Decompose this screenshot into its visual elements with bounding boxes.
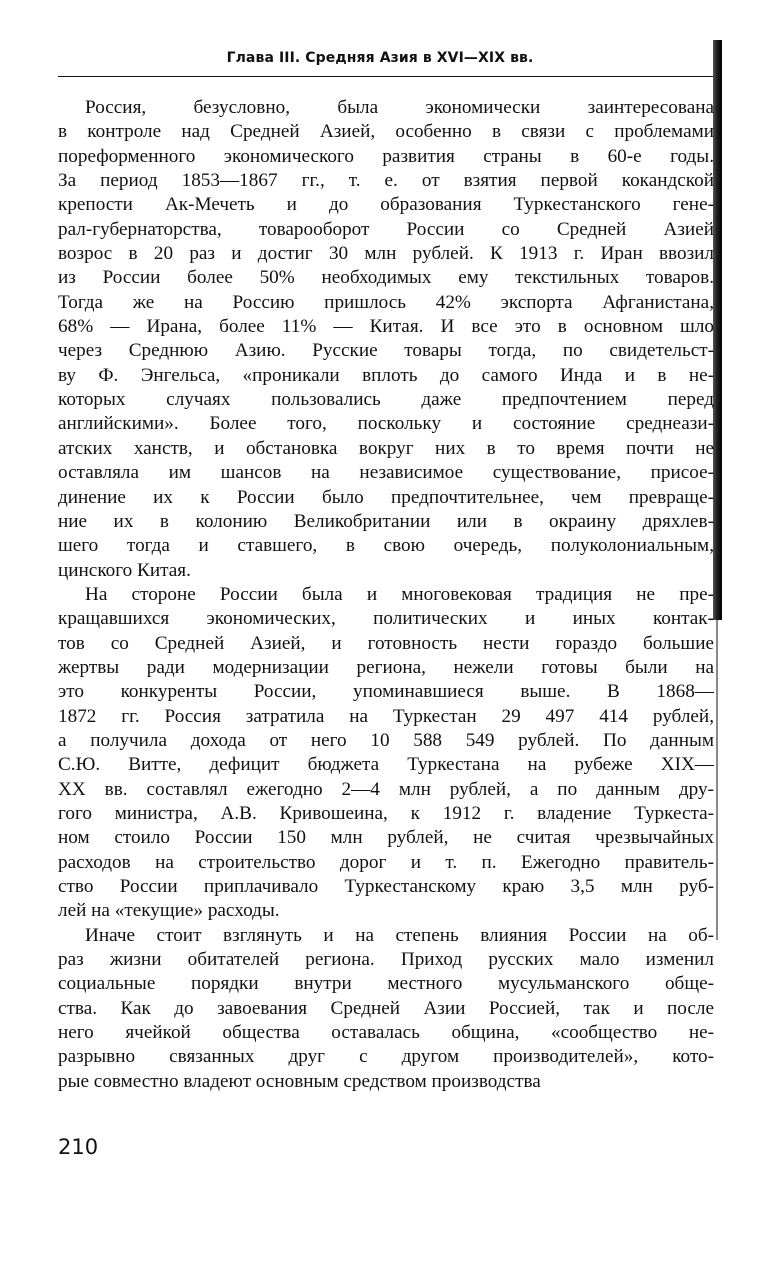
text-line: ства. Как до завоевания Средней Азии Россией, так и после [58, 997, 714, 1019]
text-line: возрос в 20 раз и достиг 30 млн рублей. К 1913 г. Иран ввозил [58, 243, 714, 265]
text-line: кращавшихся экономических, политических и иных контак- [58, 608, 714, 630]
running-header: Глава III. Средняя Азия в XVI—XIX вв. [226, 50, 534, 66]
text-line: жертвы ради модернизации региона, нежели готовы были на [58, 656, 714, 678]
text-line: С.Ю. Витте, дефицит бюджета Туркестана на рубеже XIX— [58, 754, 714, 776]
text-line: тов со Средней Азией, и готовность нести гораздо большие [58, 632, 714, 654]
page-edge-shadow-lower [716, 620, 718, 940]
text-line: ство России приплачивало Туркестанскому краю 3,5 млн руб- [58, 876, 714, 897]
text-line: гого министра, А.В. Кривошеина, к 1912 г. владение Туркеста- [58, 802, 714, 824]
text-line: атских ханств, и обстановка вокруг них в то время почти не [58, 437, 714, 459]
text-line: лей на «текущие» расходы. [58, 900, 280, 922]
text-line: крепости Ак-Мечеть и до образования Туркестанского гене- [58, 194, 714, 216]
text-line: Тогда же на Россию пришлось 42% экспорта Афганистана, [58, 291, 714, 313]
text-line: За период 1853—1867 гг., т. е. от взятия первой кокандской [58, 170, 714, 192]
text-line: английскими». Более того, поскольку и состояние среднеази- [58, 413, 714, 435]
text-line: XX вв. составлял ежегодно 2—4 млн рублей, а по данным дру- [58, 778, 714, 800]
text-line: цинского Китая. [58, 559, 191, 581]
header-rule [58, 76, 713, 77]
paragraph [58, 583, 714, 924]
text-line: рал-губернаторства, товарооборот России со Средней Азией [58, 218, 714, 240]
text-line: Россия, безусловно, была экономически заинтересована [85, 97, 714, 118]
text-line: динение их к России было предпочтительнее, чем превраще- [58, 486, 714, 508]
body-text [58, 96, 714, 1094]
text-line: ном стоило России 150 млн рублей, не считая чрезвычайных [58, 827, 714, 849]
text-line: шего тогда и ставшего, в свою очередь, полуколониальным, [58, 535, 714, 557]
text-line: На стороне России была и многовековая традиция не пре- [85, 583, 714, 605]
text-line: расходов на строительство дорог и т. п. Ежегодно правитель- [58, 851, 714, 873]
text-line: 68% — Ирана, более 11% — Китая. И все это в основном шло [58, 316, 714, 338]
text-line: пореформенного экономического развития страны в 60-е годы. [58, 145, 714, 167]
text-line: ние их в колонию Великобритании или в окраину дряхлев- [58, 510, 714, 532]
paragraph [58, 924, 714, 1094]
text-line: раз жизни обитателей региона. Приход русских мало изменил [58, 949, 714, 971]
paragraph [58, 96, 714, 583]
text-line: которых случаях пользовались даже предпочтением перед [58, 389, 714, 411]
text-line: ву Ф. Энгельса, «проникали вплоть до самого Инда и в не- [58, 364, 714, 386]
text-line: это конкуренты России, упоминавшиеся выше. В 1868— [58, 681, 714, 703]
text-line: в контроле над Средней Азией, особенно в связи с проблемами [58, 121, 714, 143]
text-line: него ячейкой общества оставалась община, «сообщество не- [58, 1022, 714, 1044]
page-edge-shadow [713, 40, 722, 620]
text-line: Иначе стоит взглянуть и на степень влияния России на об- [85, 924, 714, 946]
text-line: 1872 гг. Россия затратила на Туркестан 29 497 414 рублей, [58, 705, 714, 727]
text-line: оставляла им шансов на независимое существование, присое- [58, 462, 714, 484]
text-line: разрывно связанных друг с другом производителей», кото- [58, 1046, 714, 1068]
text-line: а получила дохода от него 10 588 549 рублей. По данным [58, 729, 714, 751]
page-number: 210 [58, 1135, 99, 1159]
text-line: социальные порядки внутри местного мусульманского обще- [58, 973, 714, 995]
text-line: через Среднюю Азию. Русские товары тогда, по свидетельст- [58, 340, 714, 362]
text-line: из России более 50% необходимых ему текстильных товаров. [58, 267, 714, 289]
text-line: рые совместно владеют основным средством производства [58, 1070, 541, 1092]
